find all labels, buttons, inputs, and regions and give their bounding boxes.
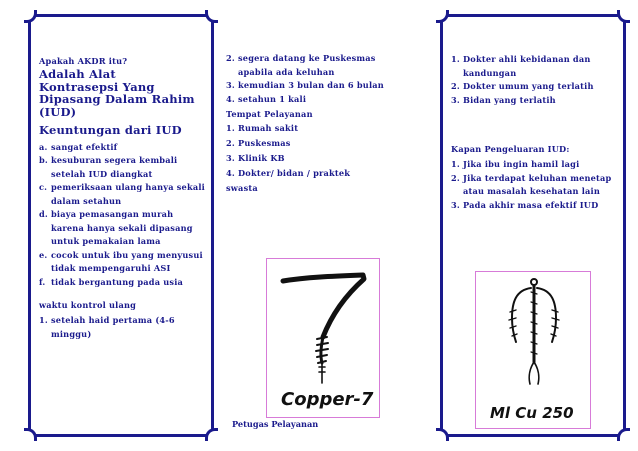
list-item-text: setelah haid pertama (4-6 minggu): [51, 315, 175, 339]
list-item-text: kemudian 3 bulan dan 6 bulan: [238, 80, 384, 90]
list-item-marker: 1.: [451, 159, 460, 169]
list-item-text: tidak bergantung pada usia: [51, 276, 184, 287]
list-item-text: Jika ibu ingin hamil lagi: [463, 159, 580, 169]
list-item: [226, 93, 384, 107]
list-item-marker: 2.: [451, 172, 460, 183]
panel-corner: [205, 10, 218, 23]
list-item: [451, 172, 617, 199]
staff-list: [451, 53, 617, 107]
list-item-text: Jika terdapat keluhan menetap atau masalah kesehatan lain: [463, 172, 612, 196]
list-item-text: biaya pemasangan murah karena hanya sekali dipasang untuk pemakaian lama: [51, 209, 193, 246]
list-item-marker: a.: [39, 141, 48, 152]
place-item: 3. Klinik KB: [226, 153, 285, 163]
copper-7-label: Copper-7: [281, 389, 374, 410]
list-item-marker: b.: [39, 155, 48, 165]
list-item: [39, 141, 205, 155]
staff-title: Petugas Pelayanan: [232, 419, 319, 429]
list-item-marker: f.: [39, 276, 46, 287]
panel-1: [28, 14, 214, 437]
list-item-text: segera datang ke Puskesmas apabila ada keluhan: [238, 53, 376, 77]
list-item: [451, 53, 617, 80]
panel-corner: [436, 10, 449, 23]
removal-title: Kapan Pengeluaran IUD:: [451, 144, 570, 154]
benefits-list: [39, 141, 205, 290]
copper-7-figure: [266, 258, 380, 418]
list-item-text: Pada akhir masa efektif IUD: [463, 199, 599, 210]
list-item-marker: 3.: [451, 199, 460, 210]
panel-corner: [205, 428, 218, 441]
places-list: [226, 121, 384, 196]
list-item: [39, 249, 205, 276]
list-item: [226, 52, 384, 79]
list-item-text: setahun 1 kali: [238, 93, 307, 104]
list-item: [451, 80, 617, 94]
panel-2: [226, 14, 390, 437]
list-item-text: Dokter umum yang terlatih: [463, 81, 594, 91]
list-item: [39, 276, 205, 290]
list-item: [451, 94, 617, 108]
definition: Adalah Alat Kontrasepsi Yang Dipasang Dalam Rahim (IUD): [39, 67, 195, 119]
panel-3: [440, 14, 626, 437]
list-item-marker: 2.: [451, 81, 460, 91]
list-item: [451, 158, 617, 172]
list-item: [39, 154, 205, 181]
place-item: 1. Rumah sakit: [226, 123, 299, 133]
list-item-text: sangat efektif: [51, 141, 118, 152]
places-title: Tempat Pelayanan: [226, 109, 313, 119]
list-item-text: cocok untuk ibu yang menyusui tidak mempengaruhi ASI: [51, 249, 203, 273]
list-item-marker: 4.: [226, 93, 235, 104]
question: Apakah AKDR itu?: [39, 56, 128, 66]
list-item-marker: d.: [39, 209, 48, 219]
control-list: [39, 314, 205, 341]
benefits-title: Keuntungan dari IUD: [39, 123, 182, 137]
list-item-marker: 1.: [451, 54, 460, 64]
list-item-marker: c.: [39, 182, 48, 192]
list-item-marker: 3.: [451, 94, 460, 105]
list-item-marker: 1.: [39, 315, 48, 325]
ml-cu-250-label: Ml Cu 250: [490, 404, 574, 422]
list-item: [226, 79, 384, 93]
list-item-marker: 3.: [226, 80, 235, 90]
list-item-marker: e.: [39, 249, 48, 260]
list-item-text: pemeriksaan ulang hanya sekali dalam setahun: [51, 182, 205, 206]
panel-corner: [436, 428, 449, 441]
panel-corner: [24, 10, 37, 23]
list-item-marker: 2.: [226, 53, 235, 63]
ml-cu-250-figure: [475, 271, 591, 429]
list-item-text: kesuburan segera kembali setelah IUD diangkat: [51, 155, 178, 179]
list-item-text: Dokter ahli kebidanan dan kandungan: [463, 54, 591, 78]
list-item: [39, 208, 205, 249]
place-item: 4. Dokter/ bidan / praktek swasta: [226, 168, 351, 193]
list-item: [39, 181, 205, 208]
removal-list: [451, 158, 617, 212]
place-item: 2. Puskesmas: [226, 138, 291, 148]
list-item-text: Bidan yang terlatih: [463, 94, 556, 105]
panel-corner: [617, 10, 630, 23]
list-item: [451, 199, 617, 213]
control-continued-list: [226, 52, 384, 106]
control-title: waktu kontrol ulang: [39, 300, 137, 310]
panel-corner: [24, 428, 37, 441]
list-item: [39, 314, 205, 341]
panel-corner: [617, 428, 630, 441]
